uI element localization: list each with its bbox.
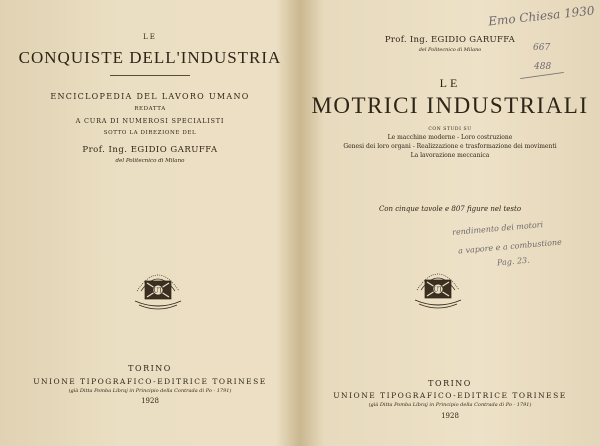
publisher-city: TORINO: [128, 364, 172, 373]
editor-affiliation: del Politecnico di Milano: [115, 158, 185, 164]
contents-line-2: Genesi dei loro organi - Realizzazione e trasformazione dei movimenti: [343, 143, 557, 150]
series-title: CONQUISTE DELL'INDUSTRIA: [18, 48, 282, 67]
author-name: Prof. Ing. EGIDIO GARUFFA: [384, 35, 516, 45]
handwritten-note-line-3: Pag. 23.: [496, 255, 531, 268]
handwritten-number-2: 488: [534, 62, 552, 72]
svg-text:UT: UT: [433, 286, 443, 294]
publisher-city: TORINO: [428, 379, 472, 388]
series-subtitle: ENCICLOPEDIA DEL LAVORO UMANO: [50, 92, 250, 101]
series-article: LE: [143, 33, 157, 41]
handwritten-number-1: 667: [533, 43, 551, 53]
book-title: MOTRICI INDUSTRIALI: [311, 93, 589, 118]
direzione-label: SOTTO LA DIREZIONE DEL: [103, 130, 197, 136]
publisher-name: UNIONE TIPOGRAFICO-EDITRICE TORINESE: [333, 391, 567, 400]
contents-line-1: Le macchine moderne - Loro costruzione: [387, 134, 513, 141]
handwritten-note-line-1: rendimento dei motori: [451, 220, 544, 237]
plates-note: Con cinque tavole e 807 figure nel testo: [378, 205, 522, 213]
svg-text:UT: UT: [153, 287, 163, 295]
publisher-emblem-icon: [411, 262, 465, 310]
publisher-emblem-icon: [131, 263, 185, 311]
title-rule: [110, 75, 190, 76]
series-editor: Prof. Ing. EGIDIO GARUFFA: [82, 145, 218, 155]
title-article: LE: [439, 76, 461, 90]
publication-year: 1928: [441, 412, 459, 420]
right-page: [300, 0, 600, 446]
handwritten-signature: Emo Chiesa 1930: [487, 3, 596, 29]
publisher-note: (già Ditta Pomba Libraj in Principio della Contrada di Po - 1791): [368, 402, 532, 408]
con-studi-label: CON STUDI SU: [428, 127, 472, 132]
publisher-name: UNIONE TIPOGRAFICO-EDITRICE TORINESE: [33, 377, 267, 386]
publisher-note: (già Ditta Pomba Libraj in Principio della Contrada di Po - 1791): [68, 388, 232, 394]
author-affiliation: del Politecnico di Milano: [418, 47, 482, 53]
contents-line-3: La lavorazione meccanica: [410, 152, 490, 159]
a-cura-label: A CURA DI NUMEROSI SPECIALISTI: [75, 117, 225, 125]
handwritten-note-line-2: a vapore e a combustione: [457, 237, 563, 256]
redatta-label: REDATTA: [134, 106, 166, 112]
publication-year: 1928: [141, 397, 159, 405]
